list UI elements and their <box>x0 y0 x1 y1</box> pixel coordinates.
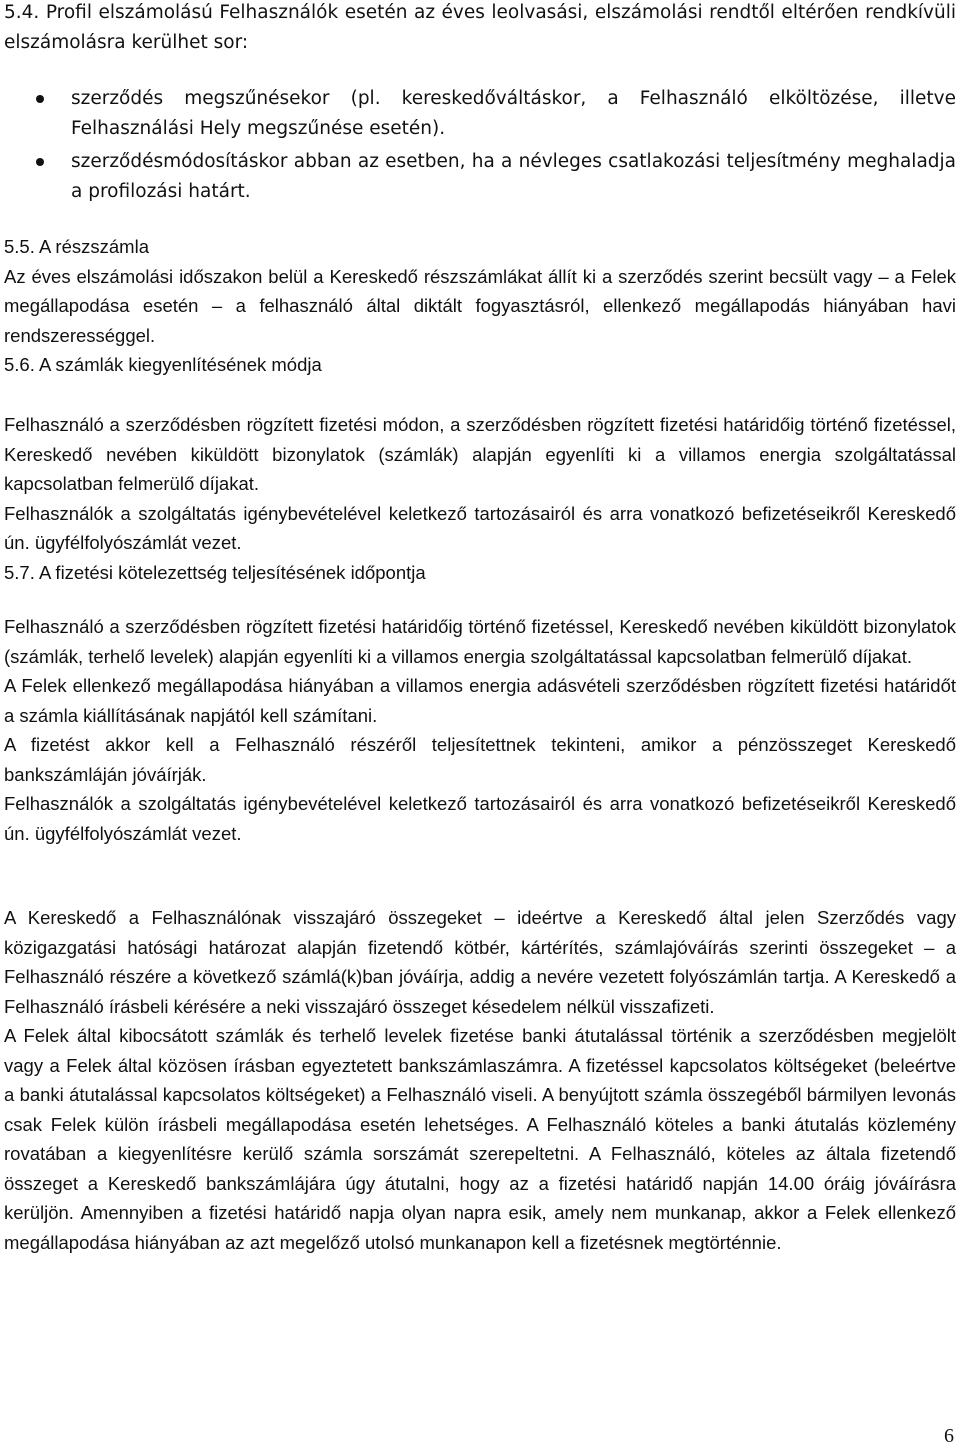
paragraph: A fizetést akkor kell a Felhasználó részéről teljesítettnek tekinteni, amikor a pénzösszeget Kereskedő bankszámláján jóváírják. <box>4 734 956 785</box>
section-5-6 <box>4 410 956 587</box>
paragraph: Felhasználó a szerződésben rögzített fizetési határidőig történő fizetéssel, Kereskedő nevében kiküldött bizonylatok (számlák, terhelő levelek) alapján egyenlíti ki a villamos energia szolgáltatással kapcsolatban felmerülő díjakat. <box>4 616 956 667</box>
paragraph: A Kereskedő a Felhasználónak visszajáró összegeket – ideértve a Kereskedő által jelen Szerződés vagy közigazgatási hatósági határozat alapján fizetendő kötbér, kártérítés, számlajóváírás szerinti összegeket – a Felhasználó részére a következő számlá(k)ban jóváírja, addig a nevére vezetett folyószámlán tartja. A Kereskedő a Felhasználó írásbeli kérésére a neki visszajáró összeget késedelem nélkül visszafizeti. <box>4 907 956 1017</box>
list-item <box>4 84 956 143</box>
paragraph: A Felek ellenkező megállapodása hiányában a villamos energia adásvételi szerződésben rögzített fizetési határidőt a számla kiállításának napjától kell számítani. <box>4 675 956 726</box>
section-heading: 5.7. A fizetési kötelezettség teljesítésének időpontja <box>4 561 426 583</box>
page-number: 6 <box>944 1425 954 1447</box>
section-5-5 <box>4 232 956 380</box>
section-heading: 5.5. A részszámla <box>4 236 149 257</box>
section-5-7 <box>4 612 956 848</box>
paragraph: Felhasználó a szerződésben rögzített fizetési módon, a szerződésben rögzített fizetési határidőig történő fizetéssel, Kereskedő nevében kiküldött bizonylatok (számlák) alapján egyenlíti ki a villamos energia szolgáltatással kapcsolatban felmerülő díjakat. <box>4 414 956 494</box>
paragraph: Felhasználók a szolgáltatás igénybevételével keletkező tartozásairól és arra vonatkozó befizetéseikről Kereskedő ún. ügyfélfolyószámlát vezet. <box>4 793 956 844</box>
bullet-text: szerződésmódosításkor abban az esetben, ha a névleges csatlakozási teljesítmény meghaladja a profilozási határt. <box>71 151 956 202</box>
bullet-icon <box>36 158 44 166</box>
paragraph: A Felek által kibocsátott számlák és terhelő levelek fizetése banki átutalással történik a szerződésben megjelölt vagy a Felek által közösen írásban egyeztetett bankszámlaszámra. A fizetéssel kapcsolatos költségeket (beleértve a banki átutalással kapcsolatos költségeket) a Felhasználó viseli. A benyújtott számla összegéből bármilyen levonás csak Felek külön írásbeli megállapodása esetén lehetséges. A Felhasználó köteles a banki átutalás közlemény rovatában a kiegyenlítésre kerülő számla sorszámát szerepeltetni. A Felhasználó, köteles az általa fizetendő összeget a Kereskedő bankszámlájára úgy átutalni, hogy az a fizetési határidő napján 14.00 óráig jóváírásra kerüljön. Amennyiben a fizetési határidő napja olyan napra esik, amely nem munkanap, akkor a Felek ellenkező megállapodása hiányában az azt megelőző utolsó munkanapon kell a fizetésnek megtörténnie. <box>4 1025 956 1253</box>
section-5-4-bullet-list <box>4 84 956 210</box>
section-5-4-intro: 5.4. Profil elszámolású Felhasználók esetén az éves leolvasási, elszámolási rendtől eltérően rendkívüli elszámolásra kerülhet sor: <box>4 2 956 53</box>
list-item <box>4 147 956 206</box>
paragraph: Az éves elszámolási időszakon belül a Kereskedő részszámlákat állít ki a szerződés szerint becsült vagy – a Felek megállapodása esetén – a felhasználó által diktált fogyasztásról, ellenkező megállapodás hiányában havi rendszerességgel. <box>4 265 956 346</box>
paragraph: Felhasználók a szolgáltatás igénybevételével keletkező tartozásairól és arra vonatkozó befizetéseikről Kereskedő ún. ügyfélfolyószámlát vezet. <box>4 502 956 553</box>
section-heading: 5.6. A számlák kiegyenlítésének módja <box>4 354 322 375</box>
bullet-icon <box>36 95 44 103</box>
refund-and-transfer-block <box>4 903 956 1257</box>
bullet-text: szerződés megszűnésekor (pl. kereskedőváltáskor, a Felhasználó elköltözése, illetve Felhasználási Hely megszűnése esetén). <box>71 88 956 139</box>
